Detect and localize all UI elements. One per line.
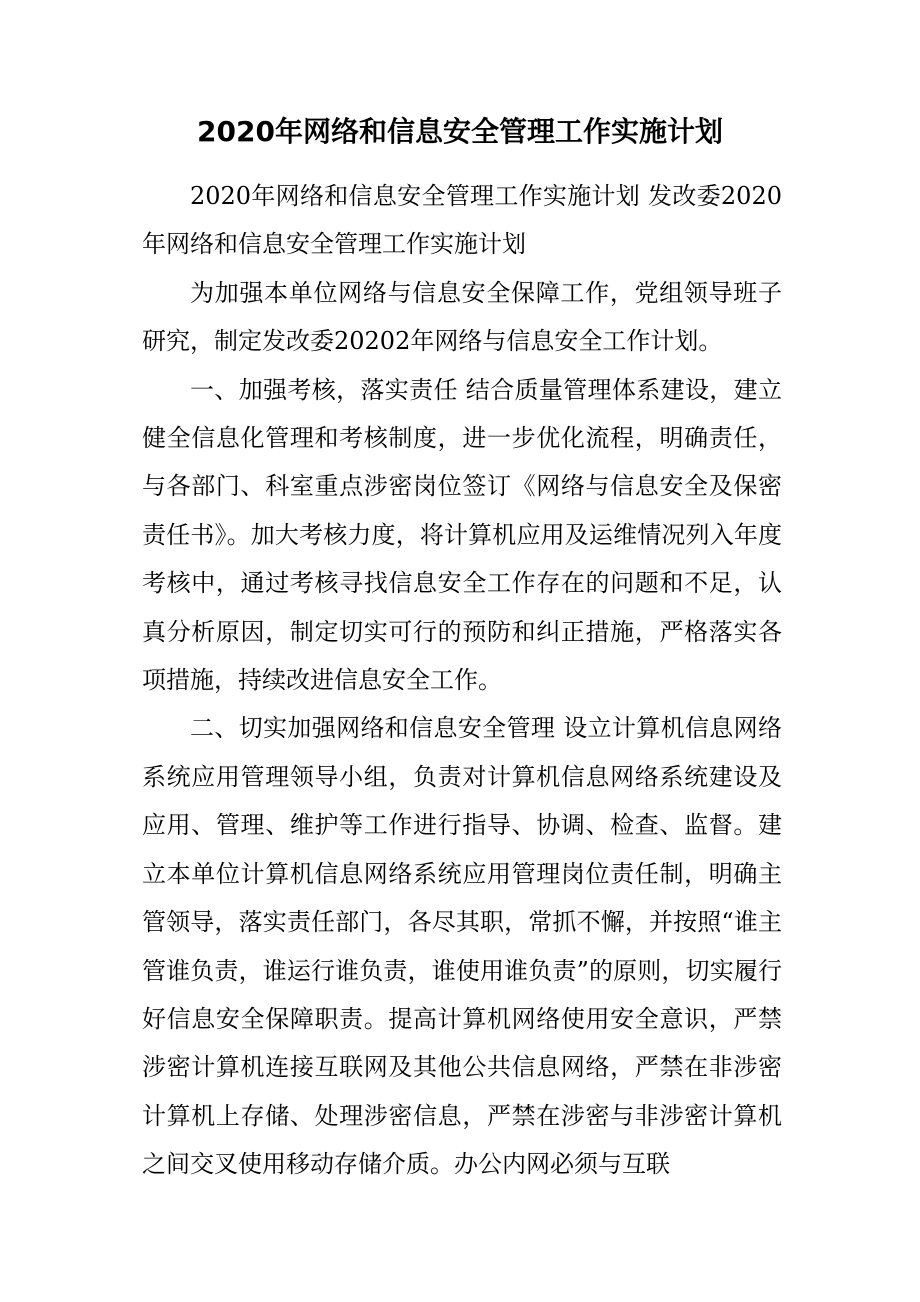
paragraph-purpose: 为加强本单位网络与信息安全保障工作，党组领导班子研究，制定发改委20202年网络与信息安全工作计划。 (142, 278, 782, 356)
paragraph-section-two: 二、切实加强网络和信息安全管理 设立计算机信息网络系统应用管理领导小组，负责对计算机信息网络系统建设及应用、管理、维护等工作进行指导、协调、检查、监督。建立本单位计算机信息网络系统应用管理岗位责任制，明确主管领导，落实责任部门，各尽其职，常抓不懈，并按照“谁主管谁负责，谁运行谁负责，谁使用谁负责”的原则，切实履行好信息安全保障职责。提高计算机网络使用安全意识，严禁涉密计算机连接互联网及其他公共信息网络，严禁在非涉密计算机上存储、处理涉密信息，严禁在涉密与非涉密计算机之间交叉使用移动存储介质。办公内网必须与互联 (142, 714, 782, 1179)
paragraph-intro: 2020年网络和信息安全管理工作实施计划 发改委2020年网络和信息安全管理工作实施计划 (142, 182, 782, 259)
document-title: 2020年网络和信息安全管理工作实施计划 (197, 115, 723, 148)
document-body (142, 172, 782, 1189)
paragraph-section-one: 一、加强考核，落实责任 结合质量管理体系建设，建立健全信息化管理和考核制度，进一步优化流程，明确责任，与各部门、科室重点涉密岗位签订《网络与信息安全及保密责任书》。加大考核力度，将计算机应用及运维情况列入年度考核中，通过考核寻找信息安全工作存在的问题和不足，认真分析原因，制定切实可行的预防和纠正措施，严格落实各项措施，持续改进信息安全工作。 (142, 375, 782, 695)
